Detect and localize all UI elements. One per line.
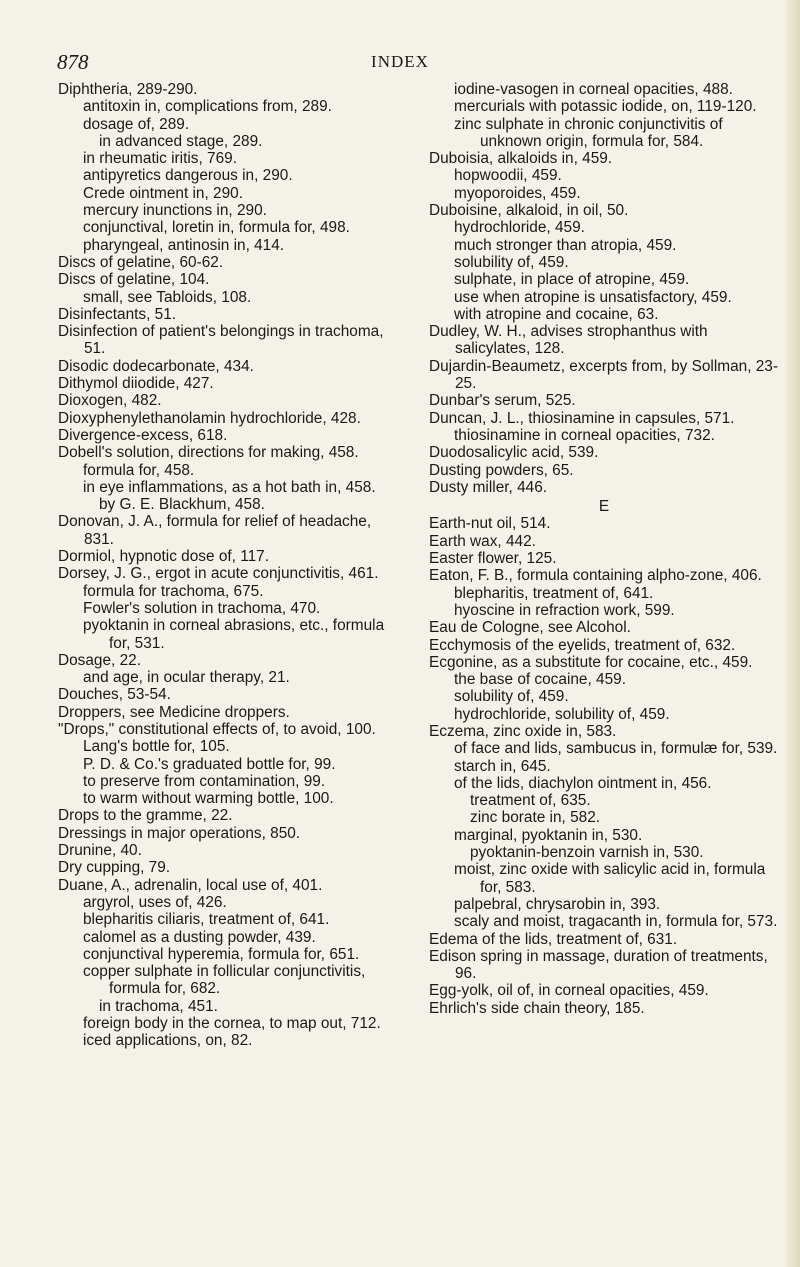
index-subentry: iced applications, on, 82. (83, 1032, 253, 1050)
index-entry: Dioxyphenylethanolamin hydrochloride, 428. (58, 409, 361, 427)
index-subentry: pyoktanin-benzoin varnish in, 530. (470, 844, 704, 862)
index-entry: Dusting powders, 65. (429, 461, 574, 479)
index-column-right (429, 81, 779, 1017)
index-subentry: solubility of, 459. (454, 253, 569, 271)
index-subentry: Crede ointment in, 290. (83, 184, 243, 202)
index-subentry: in trachoma, 451. (99, 997, 218, 1015)
index-subentry: pharyngeal, antinosin in, 414. (83, 236, 285, 254)
index-entry: Diphtheria, 289-290. (58, 81, 198, 98)
section-letter-heading: E (598, 498, 610, 516)
index-column-left (58, 81, 398, 1050)
index-entry: Drops to the gramme, 22. (58, 807, 233, 825)
index-entry: Dobell's solution, directions for making, 458. (58, 444, 359, 462)
index-subentry: of the lids, diachylon ointment in, 456. (454, 774, 712, 792)
index-subentry: P. D. & Co.'s graduated bottle for, 99. (83, 755, 336, 773)
index-subentry: solubility of, 459. (454, 688, 569, 706)
index-subentry: conjunctival, loretin in, formula for, 498. (83, 219, 350, 237)
index-subentry: starch in, 645. (454, 757, 551, 775)
index-subentry: zinc sulphate in chronic conjunctivitis of unknown origin, formula for, 584. (454, 115, 723, 150)
page-edge (786, 0, 800, 1267)
index-entry: Dithymol diiodide, 427. (58, 375, 214, 393)
index-subentry: hyoscine in refraction work, 599. (454, 601, 675, 619)
index-subentry: myoporoides, 459. (454, 184, 581, 202)
index-entry: Duane, A., adrenalin, local use of, 401. (58, 876, 323, 894)
index-entry: Disinfectants, 51. (58, 305, 177, 323)
index-entry: Duboisine, alkaloid, in oil, 50. (429, 202, 629, 220)
index-subentry: palpebral, chrysarobin in, 393. (454, 895, 661, 913)
index-entry: Dunbar's serum, 525. (429, 392, 576, 410)
index-subentry: pyoktanin in corneal abrasions, etc., formula for, 531. (83, 617, 385, 652)
index-subentry: zinc borate in, 582. (470, 809, 601, 827)
index-entry: Ehrlich's side chain theory, 185. (429, 999, 645, 1017)
index-subentry: much stronger than atropia, 459. (454, 236, 677, 254)
index-entry: Donovan, J. A., formula for relief of headache, 831. (58, 513, 372, 548)
index-entry: Eczema, zinc oxide in, 583. (429, 722, 617, 740)
index-subentry: argyrol, uses of, 426. (83, 893, 227, 911)
index-subentry: antitoxin in, complications from, 289. (83, 98, 332, 116)
index-subentry: conjunctival hyperemia, formula for, 651. (83, 945, 360, 963)
index-subentry: to warm without warming bottle, 100. (83, 790, 334, 808)
index-subentry: moist, zinc oxide with salicylic acid in, formula for, 583. (454, 861, 766, 896)
index-entry: Divergence-excess, 618. (58, 426, 228, 444)
index-subentry: to preserve from contamination, 99. (83, 772, 326, 790)
index-subentry: blepharitis, treatment of, 641. (454, 584, 654, 602)
index-entry: Egg-yolk, oil of, in corneal opacities, 459. (429, 982, 709, 1000)
index-subentry: iodine-vasogen in corneal opacities, 488. (454, 81, 733, 98)
index-subentry: formula for trachoma, 675. (83, 582, 264, 600)
index-subentry: mercurials with potassic iodide, on, 119-120. (454, 98, 757, 116)
index-subentry: and age, in ocular therapy, 21. (83, 669, 290, 687)
index-subentry: hydrochloride, solubility of, 459. (454, 705, 670, 723)
index-entry: Discs of gelatine, 104. (58, 271, 210, 289)
index-entry: Douches, 53-54. (58, 686, 171, 704)
index-entry: Dormiol, hypnotic dose of, 117. (58, 548, 270, 566)
index-subentry: foreign body in the cornea, to map out, 712. (83, 1015, 381, 1033)
index-entry: Discs of gelatine, 60-62. (58, 253, 224, 271)
index-subentry: treatment of, 635. (470, 792, 591, 810)
index-subentry: the base of cocaine, 459. (454, 671, 626, 689)
index-subentry: in eye inflammations, as a hot bath in, 458. (83, 478, 376, 496)
index-entry: Duodosalicylic acid, 539. (429, 444, 599, 462)
index-subentry: sulphate, in place of atropine, 459. (454, 271, 690, 289)
index-subentry: blepharitis ciliaris, treatment of, 641. (83, 911, 330, 929)
index-subentry: copper sulphate in follicular conjunctivitis, formula for, 682. (83, 963, 366, 998)
index-subentry: small, see Tabloids, 108. (83, 288, 252, 306)
index-entry: Dressings in major operations, 850. (58, 824, 301, 842)
index-entry: Droppers, see Medicine droppers. (58, 703, 290, 721)
index-subentry: scaly and moist, tragacanth in, formula for, 573. (454, 913, 778, 931)
index-subentry: use when atropine is unsatisfactory, 459. (454, 288, 732, 306)
index-entry: Edema of the lids, treatment of, 631. (429, 930, 678, 948)
index-subentry: mercury inunctions in, 290. (83, 202, 267, 220)
index-entry: Dujardin-Beaumetz, excerpts from, by Sollman, 23-25. (429, 357, 778, 393)
index-entry: Dorsey, J. G., ergot in acute conjunctivitis, 461. (58, 565, 379, 583)
index-subentry: marginal, pyoktanin in, 530. (454, 826, 643, 844)
index-entry: "Drops," constitutional effects of, to avoid, 100. (58, 720, 376, 738)
index-subentry: hopwoodii, 459. (454, 167, 562, 185)
index-entry: Drunine, 40. (58, 842, 142, 860)
index-entry: Duboisia, alkaloids in, 459. (429, 150, 613, 168)
index-subentry: in advanced stage, 289. (99, 132, 263, 150)
index-subentry: thiosinamine in corneal opacities, 732. (454, 426, 715, 444)
index-entry: Disodic dodecarbonate, 434. (58, 357, 254, 375)
page-number: 878 (57, 50, 89, 74)
index-entry: Ecchymosis of the eyelids, treatment of, 632. (429, 636, 736, 654)
index-subentry: dosage of, 289. (83, 115, 190, 133)
index-subentry: antipyretics dangerous in, 290. (83, 167, 293, 185)
index-subentry: hydrochloride, 459. (454, 219, 585, 237)
index-entry: Duncan, J. L., thiosinamine in capsules, 571. (429, 409, 735, 427)
index-subentry: of face and lids, sambucus in, formulæ for, 539. (454, 740, 778, 758)
index-subentry: formula for, 458. (83, 461, 195, 479)
index-entry: Disinfection of patient's belongings in trachoma, 51. (58, 323, 384, 358)
index-entry: Earth wax, 442. (429, 532, 536, 550)
index-entry: Dioxogen, 482. (58, 392, 162, 410)
running-title: INDEX (371, 52, 429, 71)
index-entry: Earth-nut oil, 514. (429, 515, 551, 533)
index-subentry: Lang's bottle for, 105. (83, 738, 230, 756)
index-entry: Eau de Cologne, see Alcohol. (429, 619, 631, 637)
index-subentry: Fowler's solution in trachoma, 470. (83, 599, 321, 617)
index-entry: Dudley, W. H., advises strophanthus with salicylates, 128. (429, 323, 708, 358)
index-entry: Ecgonine, as a substitute for cocaine, etc., 459. (429, 653, 753, 671)
index-subentry: by G. E. Blackhum, 458. (99, 496, 265, 514)
index-entry: Dusty miller, 446. (429, 478, 548, 496)
index-entry: Easter flower, 125. (429, 550, 557, 568)
page-header (0, 50, 800, 74)
index-entry: Edison spring in massage, duration of treatments, 96. (429, 947, 768, 983)
index-entry: Dry cupping, 79. (58, 859, 171, 877)
index-subentry: in rheumatic iritis, 769. (83, 150, 237, 168)
index-subentry: calomel as a dusting powder, 439. (83, 928, 316, 946)
index-subentry: with atropine and cocaine, 63. (454, 305, 659, 323)
index-entry: Dosage, 22. (58, 651, 141, 669)
index-entry: Eaton, F. B., formula containing alpho-zone, 406. (429, 567, 762, 585)
